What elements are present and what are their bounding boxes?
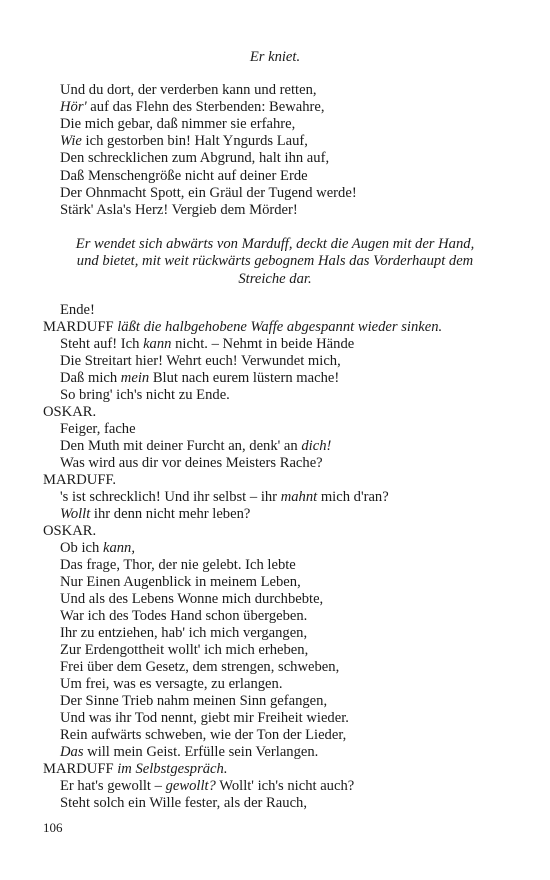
speaker-oskar-1: OSKAR. — [43, 404, 97, 420]
verse-emphasis: gewollt? — [165, 778, 216, 794]
page-number: 106 — [43, 820, 63, 835]
verse-line — [60, 82, 317, 99]
verse-emphasis: mein — [120, 370, 150, 386]
verse-line — [60, 438, 331, 455]
speaker-marduff-1 — [43, 319, 442, 336]
verse-text: 's ist schrecklich! Und ihr selbst – ihr — [60, 489, 281, 505]
verse-text: Die Streitart hier! Wehrt euch! Verwundet mich, — [60, 353, 341, 369]
verse-line — [60, 168, 308, 185]
verse-line — [60, 336, 354, 353]
verse-line — [60, 506, 250, 523]
stage-direction-line: und bietet, mit weit rückwärts gebognem Hals das Vorderhaupt dem — [76, 253, 474, 270]
verse-text: ich gestorben bin! Halt Yngurds Lauf, — [81, 133, 308, 150]
speaker-direction: läßt die halbgehobene Waffe abgespannt wieder sinken. — [117, 319, 443, 335]
verse-line — [60, 693, 327, 710]
verse-text: Die mich gebar, daß nimmer sie erfahre, — [60, 116, 296, 133]
verse-line — [60, 99, 325, 116]
verse-text: Der Ohnmacht Spott, ein Gräul der Tugend werde! — [60, 184, 357, 201]
verse-line — [60, 608, 307, 625]
verse-line — [60, 676, 282, 693]
verse-text: Steht solch ein Wille fester, als der Rauch, — [60, 795, 307, 811]
verse-emphasis: mahnt — [280, 489, 318, 505]
verse-emphasis: Wollt — [60, 506, 91, 522]
verse-text: ihr denn nicht mehr leben? — [90, 506, 251, 522]
verse-line — [60, 150, 329, 167]
verse-text: Feiger, fache — [60, 421, 136, 437]
verse-text: Den Muth mit deiner Furcht an, denk' an — [60, 438, 302, 454]
verse-line — [60, 370, 339, 387]
verse-text: Daß Menschengröße nicht auf deiner Erde — [60, 167, 308, 184]
verse-line — [60, 795, 307, 812]
verse-text: War ich des Todes Hand schon übergeben. — [60, 608, 308, 624]
stage-direction-middle — [40, 236, 510, 288]
verse-text: Er hat's gewollt – — [60, 778, 166, 794]
verse-line — [60, 353, 341, 370]
verse-text: Nur Einen Augenblick in meinem Leben, — [60, 574, 301, 590]
verse-text: Steht auf! Ich — [60, 336, 144, 352]
verse-text: Stärk' Asla's Herz! Vergieb dem Mörder! — [60, 201, 298, 218]
verse-line: Ende! — [60, 302, 95, 318]
verse-text: Daß mich — [60, 370, 121, 386]
verse-text: Wollt' ich's nicht auch? — [215, 778, 355, 794]
verse-emphasis: kann, — [102, 540, 135, 556]
verse-text: auf das Flehn des Sterbenden: Bewahre, — [86, 99, 325, 116]
verse-text: So bring' ich's nicht zu Ende. — [60, 387, 230, 403]
verse-line — [60, 489, 389, 506]
verse-emphasis: Hör' — [60, 99, 87, 116]
verse-emphasis: Das — [60, 744, 84, 760]
verse-text: Und als des Lebens Wonne mich durchbebte, — [60, 591, 324, 607]
verse-text: Ihr zu entziehen, hab' ich mich vergangen, — [60, 625, 308, 641]
verse-emphasis: kann — [143, 336, 172, 352]
verse-text: Rein aufwärts schweben, wie der Ton der Lieder, — [60, 727, 347, 743]
speaker-oskar-2: OSKAR. — [43, 523, 97, 539]
verse-text: Ob ich — [60, 540, 103, 556]
verse-line — [60, 387, 230, 404]
verse-line — [60, 591, 323, 608]
verse-emphasis: dich! — [301, 438, 332, 454]
verse-line — [60, 455, 323, 472]
verse-line — [60, 133, 308, 150]
verse-line — [60, 421, 136, 438]
verse-text: Blut nach eurem lüstern mache! — [149, 370, 340, 386]
speaker-marduff-3 — [43, 761, 227, 778]
speaker-name: MARDUFF — [43, 761, 114, 777]
verse-text: will mein Geist. Erfülle sein Verlangen. — [83, 744, 319, 760]
verse-text: Und du dort, der verderben kann und retten, — [60, 82, 317, 98]
verse-text: Der Sinne Trieb nahm meinen Sinn gefangen, — [60, 693, 328, 709]
verse-text: nicht. – Nehmt in beide Hände — [171, 336, 355, 352]
verse-line — [60, 202, 298, 219]
verse-line — [60, 642, 308, 659]
verse-line — [60, 116, 295, 133]
stage-direction-top: Er kniet. — [249, 49, 301, 65]
verse-text: Den schrecklichen zum Abgrund, halt ihn auf, — [60, 150, 330, 167]
verse-line — [60, 710, 349, 727]
verse-text: Um frei, was es versagte, zu erlangen. — [60, 676, 283, 692]
verse-text: Frei über dem Gesetz, dem strengen, schweben, — [60, 659, 340, 675]
verse-text: Was wird aus dir vor deines Meisters Rache? — [60, 455, 323, 471]
verse-line — [60, 625, 307, 642]
speaker-name: MARDUFF — [43, 319, 114, 335]
verse-line — [60, 185, 357, 202]
verse-line — [60, 574, 301, 591]
verse-line — [60, 540, 135, 557]
verse-text: Das frage, Thor, der nie gelebt. Ich lebte — [60, 557, 296, 573]
verse-line — [60, 778, 354, 795]
verse-line — [60, 557, 296, 574]
verse-text: Und was ihr Tod nennt, giebt mir Freiheit wieder. — [60, 710, 349, 726]
verse-emphasis: Wie — [60, 133, 82, 150]
verse-text: Zur Erdengottheit wollt' ich mich erheben, — [60, 642, 309, 658]
verse-text: mich d'ran? — [317, 489, 389, 505]
verse-line — [60, 727, 346, 744]
stage-direction-line: Er wendet sich abwärts von Marduff, deckt die Augen mit der Hand, — [75, 236, 475, 252]
speaker-marduff-2: MARDUFF. — [43, 472, 117, 488]
speaker-direction: im Selbstgespräch. — [117, 761, 228, 777]
verse-line — [60, 659, 339, 676]
stage-direction-line: Streiche dar. — [238, 270, 312, 287]
verse-line — [60, 744, 318, 761]
